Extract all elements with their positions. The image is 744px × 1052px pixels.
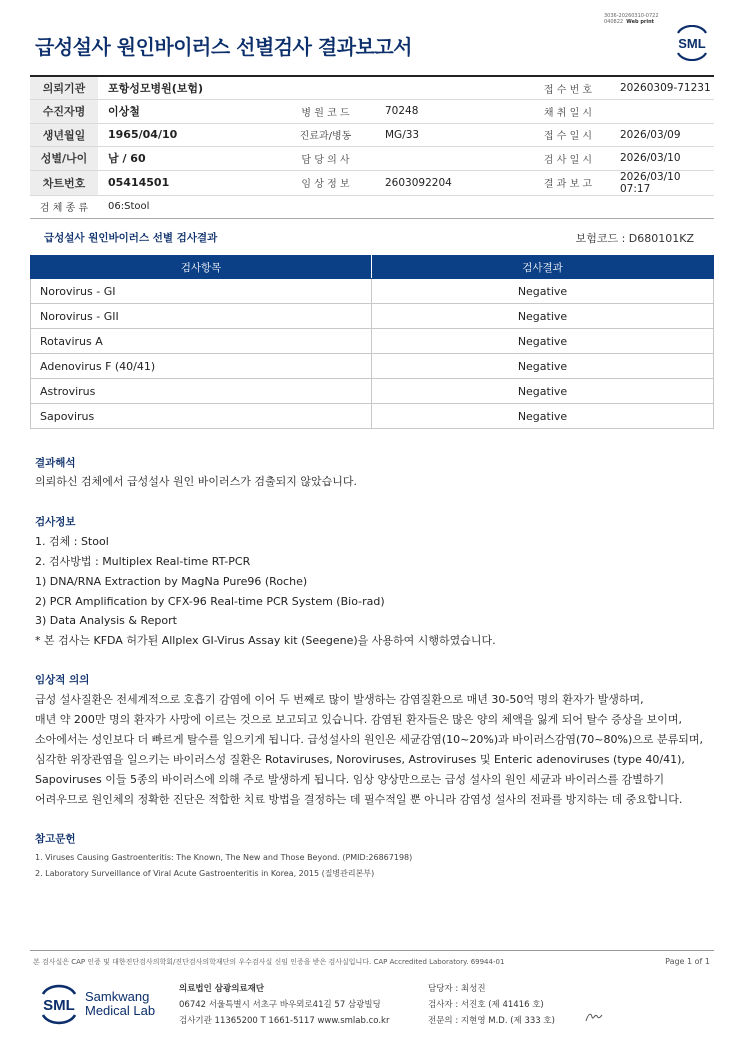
info-label: 차트번호 <box>30 170 98 195</box>
test-result: Negative <box>372 354 714 379</box>
info-row-specimen <box>30 195 714 219</box>
test-item: Sapovirus <box>31 404 372 429</box>
info-value <box>608 100 714 124</box>
info-row <box>30 123 714 147</box>
staff-line: 검사자 : 서진호 (제 41416 호) <box>428 1000 544 1010</box>
test-info-line: 2) PCR Amplification by CFX-96 Real-time PCR System (Bio-rad) <box>35 595 385 608</box>
info-label <box>278 76 373 100</box>
clinical-line: 급성 설사질환은 전세계적으로 호흡기 감염에 이어 두 번째로 많이 발생하는 감염질환으로 매년 30-50억 명의 환자가 발생하며, <box>35 693 644 706</box>
info-label: 임 상 정 보 <box>278 170 373 195</box>
report-code-line2: 040822 <box>604 19 624 25</box>
staff-info <box>428 981 555 1029</box>
info-value: 70248 <box>373 100 528 124</box>
info-value <box>373 76 528 100</box>
clinical-line: 심각한 위장관염을 일으키는 바이러스성 질환은 Rotaviruses, Noroviruses, Astroviruses 및 Enteric adenoviruses (type 40/41), <box>35 753 685 766</box>
svg-text:SML: SML <box>43 997 75 1014</box>
interpretation-text: 의뢰하신 검체에서 급성설사 원인 바이러스가 검출되지 않았습니다. <box>35 475 358 488</box>
info-label: 담 당 의 사 <box>278 147 373 171</box>
info-value: 20260309-71231 <box>608 76 714 100</box>
clinical-heading: 임상적 의의 <box>35 674 90 686</box>
info-row <box>30 147 714 171</box>
clinical-line: 소아에서는 성인보다 더 빠르게 탈수를 일으키게 됩니다. 급성설사의 원인은 세균감염(10~20%)과 바이러스감염(70~80%)으로 분류되며, <box>35 733 703 746</box>
report-code-line1: 3036-20260310-0722 <box>604 13 659 19</box>
info-value: 1965/04/10 <box>98 123 278 147</box>
org-address: 06742 서울특별시 서초구 바우뫼로41길 57 삼광빌딩 <box>179 1000 381 1010</box>
info-label: 병 원 코 드 <box>278 100 373 124</box>
page-number: Page 1 of 1 <box>665 957 710 966</box>
info-label: 의뢰기관 <box>30 76 98 100</box>
test-info-line: 1) DNA/RNA Extraction by MagNa Pure96 (Roche) <box>35 575 308 588</box>
col-header-item: 검사항목 <box>31 256 372 279</box>
test-info-line: 2. 검사방법 : Multiplex Real-time RT-PCR <box>35 555 251 568</box>
reference-item: 1. Viruses Causing Gastroenteritis: The Known, The New and Those Beyond. (PMID:26867198) <box>35 853 413 862</box>
test-info-heading: 검사정보 <box>35 516 76 528</box>
test-item: Norovirus - GI <box>31 279 372 304</box>
insurance-code: 보험코드 : D680101KZ <box>575 232 694 245</box>
table-row <box>31 379 714 404</box>
test-item: Norovirus - GII <box>31 304 372 329</box>
table-row <box>31 329 714 354</box>
sml-logo-icon <box>672 25 712 61</box>
table-row <box>31 279 714 304</box>
clinical-line: 매년 약 200만 명의 환자가 사망에 이르는 것으로 보고되고 있습니다. 감염된 환자들은 많은 양의 체액을 잃게 되어 탈수 증상을 보이며, <box>35 713 682 726</box>
info-label: 접 수 번 호 <box>528 76 608 100</box>
test-result: Negative <box>372 379 714 404</box>
test-info-line: 1. 검체 : Stool <box>35 535 109 548</box>
info-label: 성별/나이 <box>30 147 98 171</box>
col-header-result: 검사결과 <box>372 256 714 279</box>
test-item: Astrovirus <box>31 379 372 404</box>
info-label: 접 수 일 시 <box>528 123 608 147</box>
brand-line2: Medical Lab <box>85 1003 156 1018</box>
info-value: MG/33 <box>373 123 528 147</box>
test-info-line: * 본 검사는 KFDA 허가된 Allplex GI-Virus Assay kit (Seegene)을 사용하여 시행하였습니다. <box>35 634 496 647</box>
table-row <box>31 354 714 379</box>
test-item: Adenovirus F (40/41) <box>31 354 372 379</box>
brand-name <box>85 990 155 1018</box>
info-row <box>30 76 714 100</box>
info-value: 2603092204 <box>373 170 528 195</box>
test-item: Rotavirus A <box>31 329 372 354</box>
test-result: Negative <box>372 304 714 329</box>
test-result: Negative <box>372 279 714 304</box>
staff-line: 담당자 : 최성진 <box>428 984 486 994</box>
clinical-line: Sapoviruses 이들 5종의 바이러스에 의해 주로 발생하게 됩니다. 임상 양상만으로는 급성 설사의 원인 세균과 바이러스를 감별하기 <box>35 773 665 786</box>
info-label: 채 취 일 시 <box>528 100 608 124</box>
interpretation-heading: 결과해석 <box>35 457 76 469</box>
info-label: 검 사 일 시 <box>528 147 608 171</box>
info-label: 생년월일 <box>30 123 98 147</box>
page-title: 급성설사 원인바이러스 선별검사 결과보고서 <box>35 35 412 59</box>
footer-divider <box>30 950 714 951</box>
info-label: 결 과 보 고 <box>528 170 608 195</box>
table-row <box>31 304 714 329</box>
info-value <box>373 147 528 171</box>
staff-line: 전문의 : 지현영 M.D. (제 333 호) <box>428 1016 555 1026</box>
results-table <box>30 255 714 429</box>
org-contact: 검사기관 11365200 T 1661-5117 www.smlab.co.kr <box>179 1016 390 1026</box>
info-row <box>30 100 714 124</box>
info-value: 05414501 <box>98 170 278 195</box>
info-row <box>30 170 714 195</box>
web-print-label: Web print <box>626 19 655 25</box>
brand-line1: Samkwang <box>85 989 150 1004</box>
info-label: 수진자명 <box>30 100 98 124</box>
info-value: 이상철 <box>98 100 278 124</box>
specimen-label: 검 체 종 류 <box>30 195 98 219</box>
accreditation-note: 본 검사실은 CAP 인증 및 대한진단검사의학회/진단검사의학재단의 우수검사실 신임 인증을 받은 검사실입니다. CAP Accredited Laboratory. 69944-01 <box>33 958 505 966</box>
organization-info <box>179 981 389 1029</box>
results-header-row <box>31 256 714 279</box>
test-info-line: 3) Data Analysis & Report <box>35 614 177 627</box>
info-value: 남 / 60 <box>98 147 278 171</box>
info-value: 포항성모병원(보험) <box>98 76 278 100</box>
test-result: Negative <box>372 329 714 354</box>
sml-logo-icon <box>36 983 82 1025</box>
patient-info-table <box>30 75 714 219</box>
reference-item: 2. Laboratory Surveillance of Viral Acute Gastroenteritis in Korea, 2015 (질병관리본부) <box>35 869 375 878</box>
info-value: 2026/03/10 07:17 <box>608 170 714 195</box>
table-row <box>31 404 714 429</box>
info-label: 진료과/병동 <box>278 123 373 147</box>
specimen-value: 06:Stool <box>98 195 714 219</box>
references-heading: 참고문헌 <box>35 833 76 845</box>
results-title: 급성설사 원인바이러스 선별 검사결과 <box>44 232 218 244</box>
signature-icon <box>584 1010 604 1024</box>
svg-text:SML: SML <box>678 36 706 51</box>
info-value: 2026/03/09 <box>608 123 714 147</box>
info-value: 2026/03/10 <box>608 147 714 171</box>
test-result: Negative <box>372 404 714 429</box>
report-code <box>604 13 659 25</box>
clinical-line: 어려우므로 원인체의 정확한 진단은 적합한 치료 방법을 결정하는 데 필수적일 뿐 아니라 감염성 설사의 전파를 방지하는 데 중요합니다. <box>35 793 683 806</box>
org-name: 의료법인 삼광의료재단 <box>179 984 265 994</box>
